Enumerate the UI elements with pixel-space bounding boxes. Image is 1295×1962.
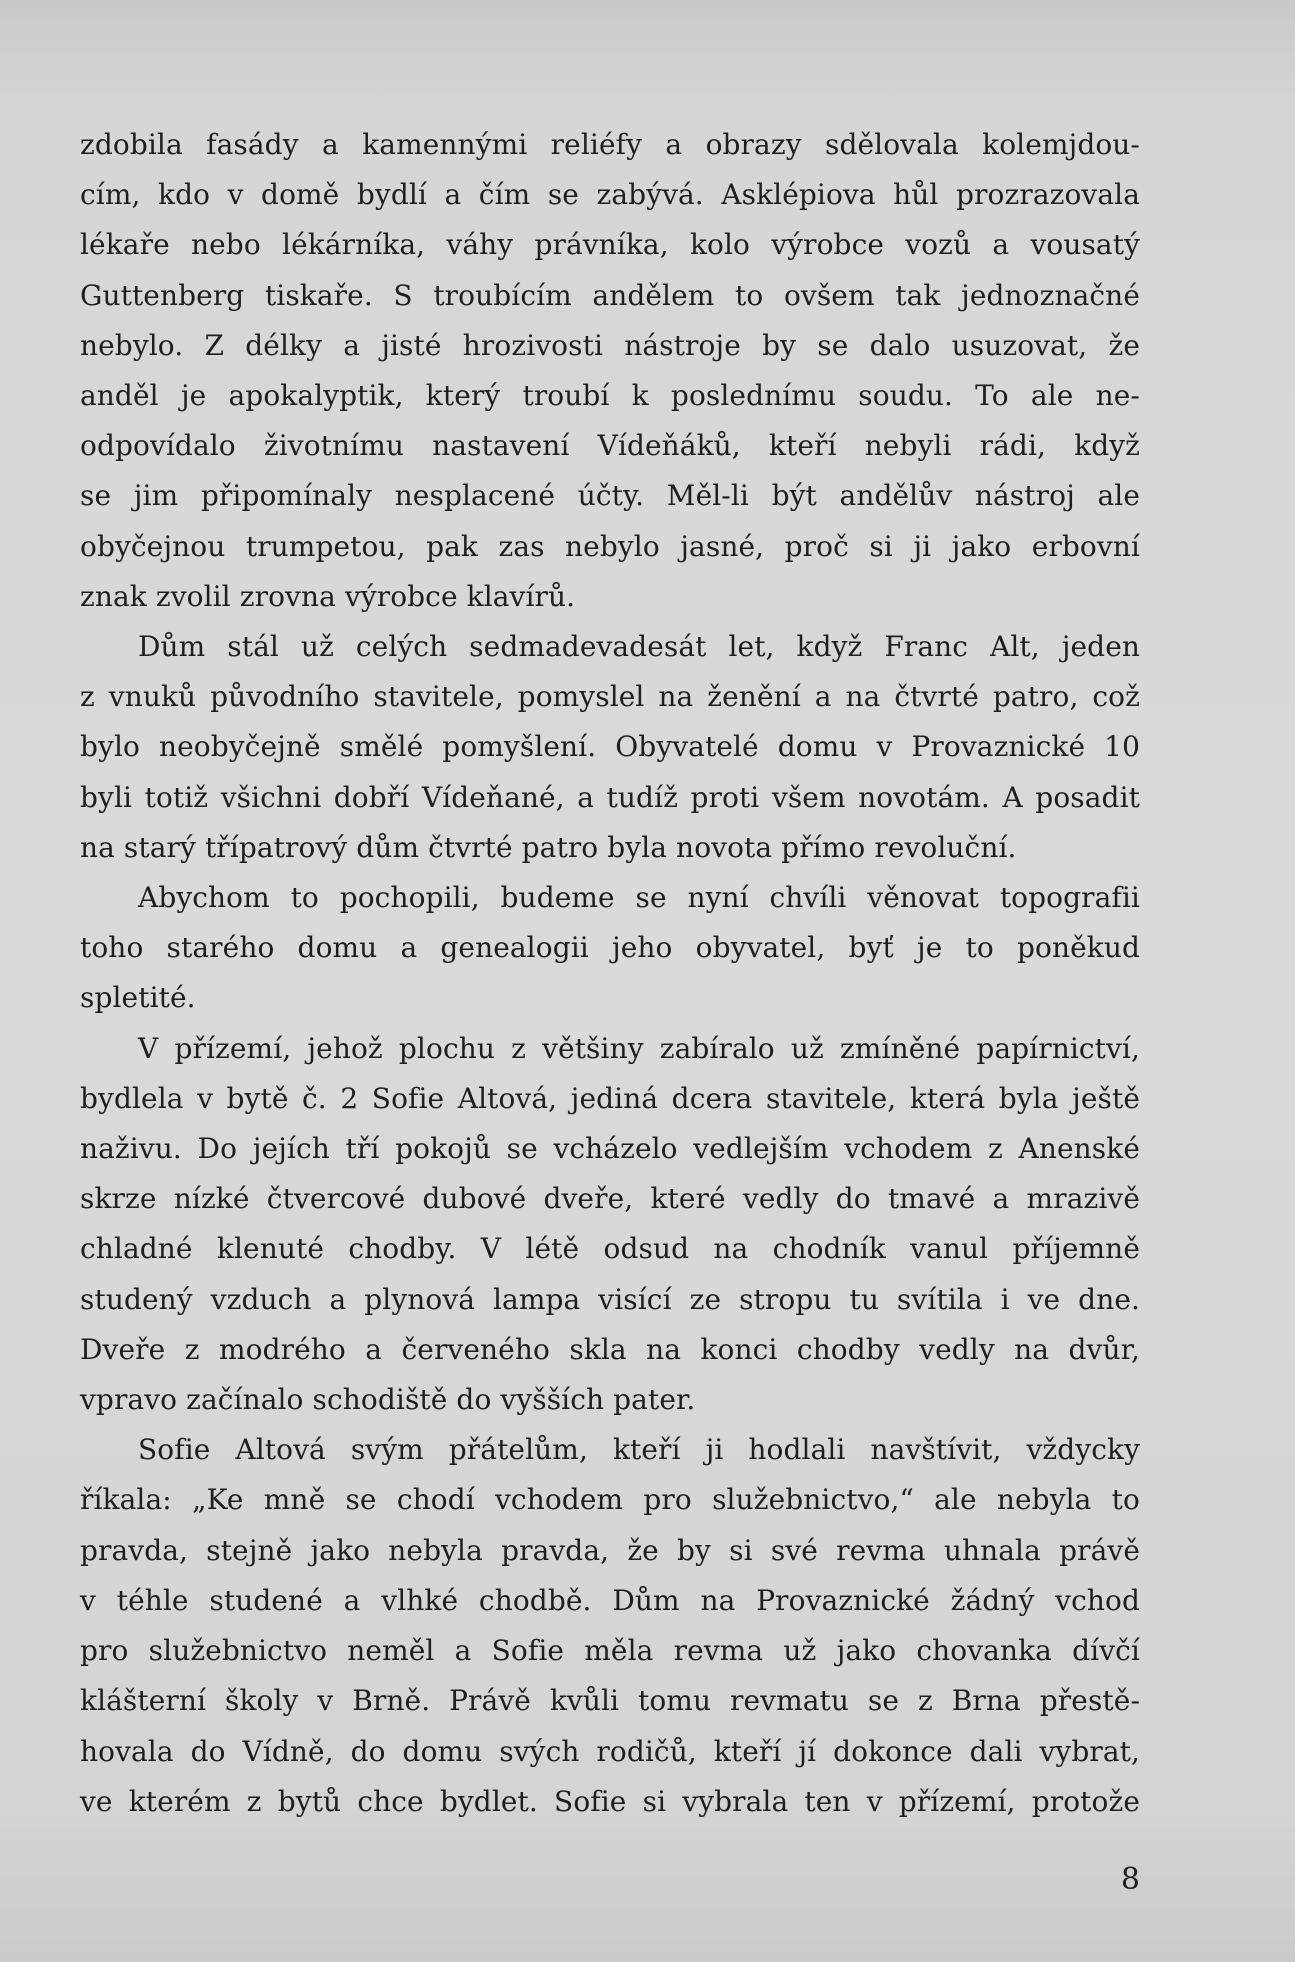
text-line: nebylo. Z délky a jisté hrozivosti nástroje by se dalo usuzovat, že xyxy=(80,328,1140,362)
text-line: vpravo začínalo schodiště do vyšších pater. xyxy=(80,1383,696,1417)
text-line: pro služebnictvo neměl a Sofie měla revma už jako chovanka dívčí xyxy=(80,1634,1140,1668)
paragraph xyxy=(80,1425,1140,1827)
text-line: říkala: „Ke mně se chodí vchodem pro služebnictvo,“ ale nebyla to xyxy=(80,1483,1140,1517)
text-line: chladné klenuté chodby. V létě odsud na chodník vanul příjemně xyxy=(80,1232,1140,1266)
text-line: Dveře z modrého a červeného skla na konci chodby vedly na dvůr, xyxy=(80,1332,1140,1366)
text-line: bylo neobyčejně smělé pomyšlení. Obyvatelé domu v Provaznické 10 xyxy=(80,730,1140,764)
text-line: cím, kdo v domě bydlí a čím se zabývá. Asklépiova hůl prozrazovala xyxy=(80,178,1140,212)
text-line: spletité. xyxy=(80,981,196,1015)
text-line: lékaře nebo lékárníka, váhy právníka, kolo výrobce vozů a vousatý xyxy=(80,228,1140,262)
text-line: znak zvolil zrovna výrobce klavírů. xyxy=(80,579,576,613)
text-line: se jim připomínaly nesplacené účty. Měl-li být andělův nástroj ale xyxy=(80,479,1140,513)
paragraph xyxy=(80,622,1140,873)
text-line: klášterní školy v Brně. Právě kvůli tomu revmatu se z Brna přestě- xyxy=(80,1684,1140,1718)
text-line: Guttenberg tiskaře. S troubícím andělem to ovšem tak jednoznačné xyxy=(80,278,1140,312)
text-line: bydlela v bytě č. 2 Sofie Altová, jediná dcera stavitele, která byla ještě xyxy=(80,1081,1140,1115)
text-line: Dům stál už celých sedmadevadesát let, když Franc Alt, jeden xyxy=(138,630,1140,664)
text-line: hovala do Vídně, do domu svých rodičů, kteří jí dokonce dali vybrat, xyxy=(80,1734,1140,1768)
text-line: pravda, stejně jako nebyla pravda, že by si své revma uhnala právě xyxy=(80,1533,1140,1567)
text-line: Sofie Altová svým přátelům, kteří ji hodlali navštívit, vždycky xyxy=(138,1433,1140,1467)
paragraph xyxy=(80,1024,1140,1426)
text-line: skrze nízké čtvercové dubové dveře, které vedly do tmavé a mrazivě xyxy=(80,1182,1140,1216)
text-line: na starý třípatrový dům čtvrté patro byla novota přímo revoluční. xyxy=(80,830,1017,864)
body-text xyxy=(80,120,1140,1827)
text-line: v téhle studené a vlhké chodbě. Dům na Provaznické žádný vchod xyxy=(80,1583,1140,1617)
text-line: naživu. Do jejích tří pokojů se vcházelo vedlejším vchodem z Anenské xyxy=(80,1132,1140,1166)
paragraph xyxy=(80,120,1140,622)
text-line: z vnuků původního stavitele, pomyslel na ženění a na čtvrté patro, což xyxy=(80,680,1140,714)
text-line: zdobila fasády a kamennými reliéfy a obrazy sdělovala kolemjdou- xyxy=(80,128,1140,161)
text-line: ve kterém z bytů chce bydlet. Sofie si vybrala ten v přízemí, protože xyxy=(80,1784,1140,1818)
text-line: anděl je apokalyptik, který troubí k poslednímu soudu. To ale ne- xyxy=(80,379,1140,413)
text-line: Abychom to pochopili, budeme se nyní chvíli věnovat topografii xyxy=(138,881,1140,915)
paragraph xyxy=(80,873,1140,1024)
text-line: V přízemí, jehož plochu z většiny zabíralo už zmíněné papírnictví, xyxy=(138,1031,1140,1065)
page-number: 8 xyxy=(1120,1862,1140,1897)
text-line: odpovídalo životnímu nastavení Vídeňáků, kteří nebyli rádi, když xyxy=(80,429,1140,463)
text-line: toho starého domu a genealogii jeho obyvatel, byť je to poněkud xyxy=(80,931,1140,965)
text-line: byli totiž všichni dobří Vídeňané, a tudíž proti všem novotám. A posadit xyxy=(80,780,1140,814)
text-line: obyčejnou trumpetou, pak zas nebylo jasné, proč si ji jako erbovní xyxy=(80,529,1140,563)
text-line: studený vzduch a plynová lampa visící ze stropu tu svítila i ve dne. xyxy=(80,1282,1140,1316)
